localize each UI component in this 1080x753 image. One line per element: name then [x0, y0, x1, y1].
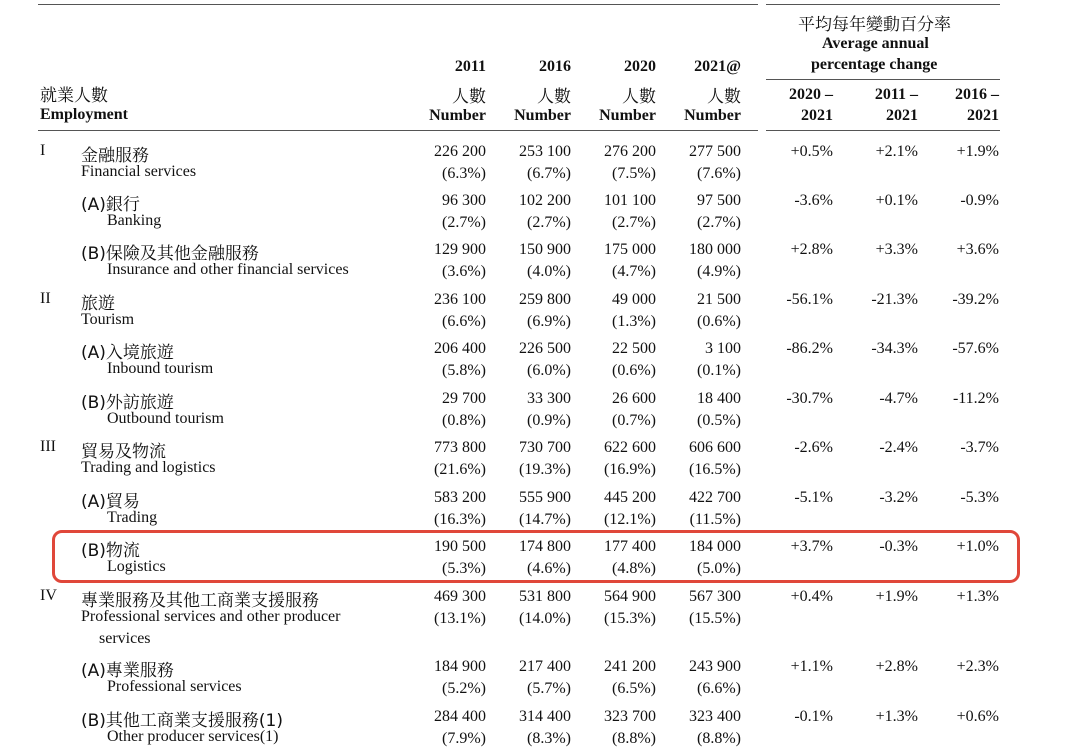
cell-share: (7.6%): [697, 165, 741, 182]
cell-change: -5.1%: [794, 489, 833, 506]
period-start-header: 2011 –: [874, 86, 918, 103]
cell-number: 422 700: [689, 489, 741, 506]
cell-number: 622 600: [604, 439, 656, 456]
cell-number: 773 800: [434, 439, 486, 456]
cell-number: 241 200: [604, 658, 656, 675]
cell-share: (4.7%): [612, 263, 656, 280]
period-end-header: 2021: [886, 107, 918, 124]
cell-change: +2.8%: [875, 658, 918, 675]
cell-number: 177 400: [604, 538, 656, 555]
cell-share: (0.6%): [697, 313, 741, 330]
cell-share: (16.5%): [689, 461, 741, 478]
cell-number: 180 000: [689, 241, 741, 258]
cell-change: -2.4%: [879, 439, 918, 456]
header-bottom-rule-left: [38, 130, 758, 131]
period-end-header: 2021: [801, 107, 833, 124]
cell-share: (5.3%): [442, 560, 486, 577]
cell-number: 18 400: [697, 390, 741, 407]
cell-change: -11.2%: [952, 390, 999, 407]
cell-change: +3.3%: [875, 241, 918, 258]
cell-share: (15.5%): [689, 610, 741, 627]
row-label-en: Logistics: [107, 558, 166, 575]
cell-share: (14.7%): [519, 511, 571, 528]
cell-change: -30.7%: [786, 390, 833, 407]
number-label-en: Number: [684, 107, 741, 124]
cell-number: 445 200: [604, 489, 656, 506]
cell-change: +2.8%: [790, 241, 833, 258]
cell-number: 26 600: [612, 390, 656, 407]
row-label-en: Trading and logistics: [81, 459, 216, 476]
row-label-zh: 專業服務及其他工商業支援服務: [81, 591, 319, 611]
number-label-zh: 人數: [452, 87, 486, 107]
cell-share: (0.5%): [697, 412, 741, 429]
cell-number: 3 100: [705, 340, 741, 357]
cell-share: (8.8%): [697, 730, 741, 747]
cell-share: (5.2%): [442, 680, 486, 697]
highlight-box-logistics: [52, 530, 1020, 583]
cell-number: 314 400: [519, 708, 571, 725]
cell-number: 22 500: [612, 340, 656, 357]
cell-share: (8.8%): [612, 730, 656, 747]
cell-share: (4.8%): [612, 560, 656, 577]
cell-change: -34.3%: [871, 340, 918, 357]
year-header: 2021@: [694, 58, 741, 75]
cell-change: +1.3%: [875, 708, 918, 725]
cell-change: -3.6%: [794, 192, 833, 209]
cell-number: 236 100: [434, 291, 486, 308]
cell-share: (16.9%): [604, 461, 656, 478]
cell-change: -3.7%: [960, 439, 999, 456]
cell-change: +1.3%: [956, 588, 999, 605]
cell-share: (12.1%): [604, 511, 656, 528]
row-label-en: Inbound tourism: [107, 360, 214, 377]
cell-number: 730 700: [519, 439, 571, 456]
cell-number: 606 600: [689, 439, 741, 456]
cell-number: 96 300: [442, 192, 486, 209]
cell-change: -21.3%: [871, 291, 918, 308]
cell-change: -0.3%: [879, 538, 918, 555]
cell-number: 276 200: [604, 143, 656, 160]
cell-number: 97 500: [697, 192, 741, 209]
cell-change: +1.9%: [956, 143, 999, 160]
row-label-zh: (A)專業服務: [81, 661, 174, 681]
cell-number: 33 300: [527, 390, 571, 407]
cell-share: (14.0%): [519, 610, 571, 627]
cell-number: 217 400: [519, 658, 571, 675]
cell-change: -57.6%: [952, 340, 999, 357]
cell-share: (0.8%): [442, 412, 486, 429]
row-label-en: Financial services: [81, 163, 197, 180]
cell-number: 175 000: [604, 241, 656, 258]
cell-share: (11.5%): [689, 511, 741, 528]
cell-change: +3.6%: [956, 241, 999, 258]
cell-change: -4.7%: [879, 390, 918, 407]
period-start-header: 2020 –: [789, 86, 833, 103]
cell-change: -86.2%: [786, 340, 833, 357]
row-label-en: Other producer services(1): [107, 728, 279, 745]
cell-share: (13.1%): [434, 610, 486, 627]
cell-number: 555 900: [519, 489, 571, 506]
cell-change: +2.3%: [956, 658, 999, 675]
cell-number: 150 900: [519, 241, 571, 258]
cell-change: +0.4%: [790, 588, 833, 605]
section-numeral: III: [40, 438, 56, 455]
row-label-zh: (A)入境旅遊: [81, 343, 174, 363]
cell-number: 184 000: [689, 538, 741, 555]
cell-number: 174 800: [519, 538, 571, 555]
cell-change: +1.0%: [956, 538, 999, 555]
number-label-zh: 人數: [707, 87, 741, 107]
cell-change: -3.2%: [879, 489, 918, 506]
cell-share: (4.6%): [527, 560, 571, 577]
year-header: 2020: [624, 58, 656, 75]
cell-share: (0.1%): [697, 362, 741, 379]
number-label-en: Number: [514, 107, 571, 124]
number-label-en: Number: [599, 107, 656, 124]
row-label-en: Trading: [107, 509, 158, 526]
year-header: 2016: [539, 58, 571, 75]
cell-change: +3.7%: [790, 538, 833, 555]
cell-change: +0.6%: [956, 708, 999, 725]
cell-number: 49 000: [612, 291, 656, 308]
cell-number: 284 400: [434, 708, 486, 725]
cell-share: (0.9%): [527, 412, 571, 429]
cell-share: (5.8%): [442, 362, 486, 379]
top-rule-right: [766, 4, 1000, 5]
cell-share: (6.9%): [527, 313, 571, 330]
cell-number: 226 200: [434, 143, 486, 160]
cell-share: (2.7%): [612, 214, 656, 231]
row-label-zh: (A)貿易: [81, 492, 140, 512]
cell-change: +1.9%: [875, 588, 918, 605]
row-label-en: Professional services: [107, 678, 242, 695]
cell-number: 564 900: [604, 588, 656, 605]
row-label-zh: (B)物流: [81, 541, 140, 561]
period-start-header: 2016 –: [955, 86, 999, 103]
cell-number: 323 400: [689, 708, 741, 725]
cell-share: (6.5%): [612, 680, 656, 697]
cell-number: 102 200: [519, 192, 571, 209]
cell-share: (16.3%): [434, 511, 486, 528]
row-label-en: Banking: [107, 212, 162, 229]
cell-share: (6.0%): [527, 362, 571, 379]
header-bottom-rule-right: [766, 130, 1000, 131]
cell-share: (2.7%): [697, 214, 741, 231]
cell-number: 206 400: [434, 340, 486, 357]
year-header: 2011: [454, 58, 486, 75]
change-header-rule: [766, 79, 1000, 80]
row-label-zh: 貿易及物流: [81, 442, 166, 462]
cell-change: +1.1%: [790, 658, 833, 675]
cell-number: 129 900: [434, 241, 486, 258]
section-numeral: II: [40, 290, 51, 307]
cell-share: (21.6%): [434, 461, 486, 478]
cell-number: 21 500: [697, 291, 741, 308]
change-title-zh: 平均每年變動百分率: [798, 15, 951, 35]
cell-share: (4.0%): [527, 263, 571, 280]
cell-share: (0.7%): [612, 412, 656, 429]
cell-number: 184 900: [434, 658, 486, 675]
row-label-en: Tourism: [81, 311, 135, 328]
cell-share: (1.3%): [612, 313, 656, 330]
cell-change: -56.1%: [786, 291, 833, 308]
cell-number: 567 300: [689, 588, 741, 605]
row-label-zh: (A)銀行: [81, 195, 140, 215]
cell-share: (0.6%): [612, 362, 656, 379]
employment-label-en: Employment: [40, 106, 128, 123]
cell-number: 259 800: [519, 291, 571, 308]
cell-number: 226 500: [519, 340, 571, 357]
cell-number: 29 700: [442, 390, 486, 407]
cell-number: 253 100: [519, 143, 571, 160]
cell-share: (7.5%): [612, 165, 656, 182]
cell-change: -0.1%: [794, 708, 833, 725]
cell-number: 323 700: [604, 708, 656, 725]
period-end-header: 2021: [967, 107, 999, 124]
cell-change: -5.3%: [960, 489, 999, 506]
cell-number: 101 100: [604, 192, 656, 209]
cell-change: -39.2%: [952, 291, 999, 308]
section-numeral: I: [40, 142, 46, 159]
number-label-zh: 人數: [622, 87, 656, 107]
change-title-en-2: percentage change: [811, 56, 938, 73]
number-label-en: Number: [429, 107, 486, 124]
row-label-en: Insurance and other financial services: [107, 261, 349, 278]
change-title-en-1: Average annual: [822, 35, 929, 52]
cell-share: (7.9%): [442, 730, 486, 747]
cell-share: (6.6%): [697, 680, 741, 697]
cell-share: (2.7%): [442, 214, 486, 231]
employment-label-zh: 就業人數: [40, 86, 108, 106]
row-label-en: Professional services and other producer: [81, 608, 341, 625]
cell-share: (8.3%): [527, 730, 571, 747]
row-label-zh: (B)保險及其他金融服務: [81, 244, 259, 264]
cell-change: -2.6%: [794, 439, 833, 456]
row-label-zh: (B)其他工商業支援服務(1): [81, 711, 284, 731]
cell-number: 531 800: [519, 588, 571, 605]
cell-number: 277 500: [689, 143, 741, 160]
cell-change: +2.1%: [875, 143, 918, 160]
cell-share: (4.9%): [697, 263, 741, 280]
cell-change: +0.1%: [875, 192, 918, 209]
cell-change: +0.5%: [790, 143, 833, 160]
cell-share: (3.6%): [442, 263, 486, 280]
cell-share: (2.7%): [527, 214, 571, 231]
number-label-zh: 人數: [537, 87, 571, 107]
section-numeral: IV: [40, 587, 57, 604]
row-label-en: Outbound tourism: [107, 410, 224, 427]
cell-number: 583 200: [434, 489, 486, 506]
cell-share: (6.7%): [527, 165, 571, 182]
row-label-zh: (B)外訪旅遊: [81, 393, 174, 413]
cell-number: 190 500: [434, 538, 486, 555]
row-label-zh: 旅遊: [81, 294, 115, 314]
cell-share: (19.3%): [519, 461, 571, 478]
cell-change: -0.9%: [960, 192, 999, 209]
cell-number: 243 900: [689, 658, 741, 675]
cell-share: (6.6%): [442, 313, 486, 330]
cell-share: (6.3%): [442, 165, 486, 182]
row-label-zh: 金融服務: [81, 146, 149, 166]
top-rule-left: [38, 4, 758, 5]
row-label-en-cont: services: [99, 630, 151, 647]
cell-number: 469 300: [434, 588, 486, 605]
cell-share: (15.3%): [604, 610, 656, 627]
cell-share: (5.0%): [697, 560, 741, 577]
cell-share: (5.7%): [527, 680, 571, 697]
